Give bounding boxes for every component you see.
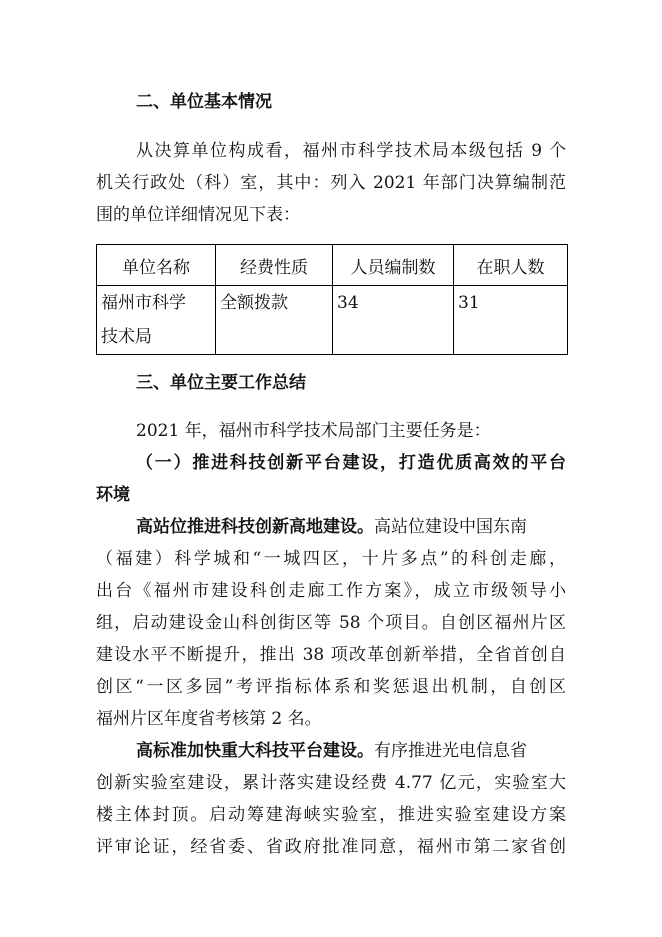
table-cell-funding: 全额拨款 <box>216 286 333 355</box>
paragraph-line: 楼主体封顶。启动筹建海峡实验室，推进实验室建设方案 <box>96 805 566 825</box>
paragraph-first-line <box>136 740 527 762</box>
paragraph-line: 评审论证，经省委、省政府批准同意，福州市第二家省创 <box>96 837 566 857</box>
paragraph-line: 建设水平不断提升，推出 38 项改革创新举措，全省首创自 <box>96 645 566 665</box>
table-cell-unit-name <box>97 286 216 355</box>
paragraph-lead-rest: 高站位建设中国东南 <box>374 517 527 537</box>
paragraph-lead-rest: 有序推进光电信息省 <box>374 741 527 761</box>
para-line: 从决算单位构成看，福州市科学技术局本级包括 9 个 <box>136 141 566 161</box>
table-header-row <box>97 245 568 286</box>
intro-line: 2021 年，福州市科学技术局部门主要任务是： <box>136 421 491 441</box>
table-header-staff-actual: 在职人数 <box>454 245 568 286</box>
table-header-unit-name: 单位名称 <box>97 245 216 286</box>
paragraph-lead-bold: 高站位推进科技创新高地建设。 <box>136 517 374 537</box>
table-header-funding: 经费性质 <box>216 245 333 286</box>
paragraph-line: 组，启动建设金山科创街区等 58 个项目。自创区福州片区 <box>96 613 566 633</box>
paragraph-first-line <box>136 516 527 538</box>
table-cell-staff-quota: 34 <box>333 286 454 355</box>
paragraph-lead-bold: 高标准加快重大科技平台建设。 <box>136 741 374 761</box>
subheading-line: 环境 <box>96 485 130 505</box>
para-line: 围的单位详细情况见下表： <box>96 205 300 225</box>
table-cell-staff-actual: 31 <box>454 286 568 355</box>
paragraph-line: 出台《福州市建设科创走廊工作方案》，成立市级领导小 <box>96 581 566 601</box>
paragraph-line: 创新实验室建设，累计落实建设经费 4.77 亿元，实验室大 <box>96 773 566 793</box>
para-line: 机关行政处（科）室，其中：列入 2021 年部门决算编制范 <box>96 173 566 193</box>
unit-name-line: 技术局 <box>101 327 152 347</box>
paragraph-line: 创区“一区多园”考评指标体系和奖惩退出机制，自创区 <box>96 677 566 697</box>
paragraph-line: （福建）科学城和“一城四区，十片多点”的科创走廊， <box>96 549 566 569</box>
table-header-staff-quota: 人员编制数 <box>333 245 454 286</box>
paragraph-line: 福州片区年度省考核第 2 名。 <box>96 709 322 729</box>
unit-table <box>96 244 568 355</box>
section-heading-work-summary: 三、单位主要工作总结 <box>136 373 306 393</box>
section-heading-basic-info: 二、单位基本情况 <box>136 92 272 112</box>
unit-name-line: 福州市科学 <box>101 293 186 313</box>
subheading-line: （一）推进科技创新平台建设，打造优质高效的平台 <box>136 453 566 473</box>
table-row <box>97 286 568 355</box>
